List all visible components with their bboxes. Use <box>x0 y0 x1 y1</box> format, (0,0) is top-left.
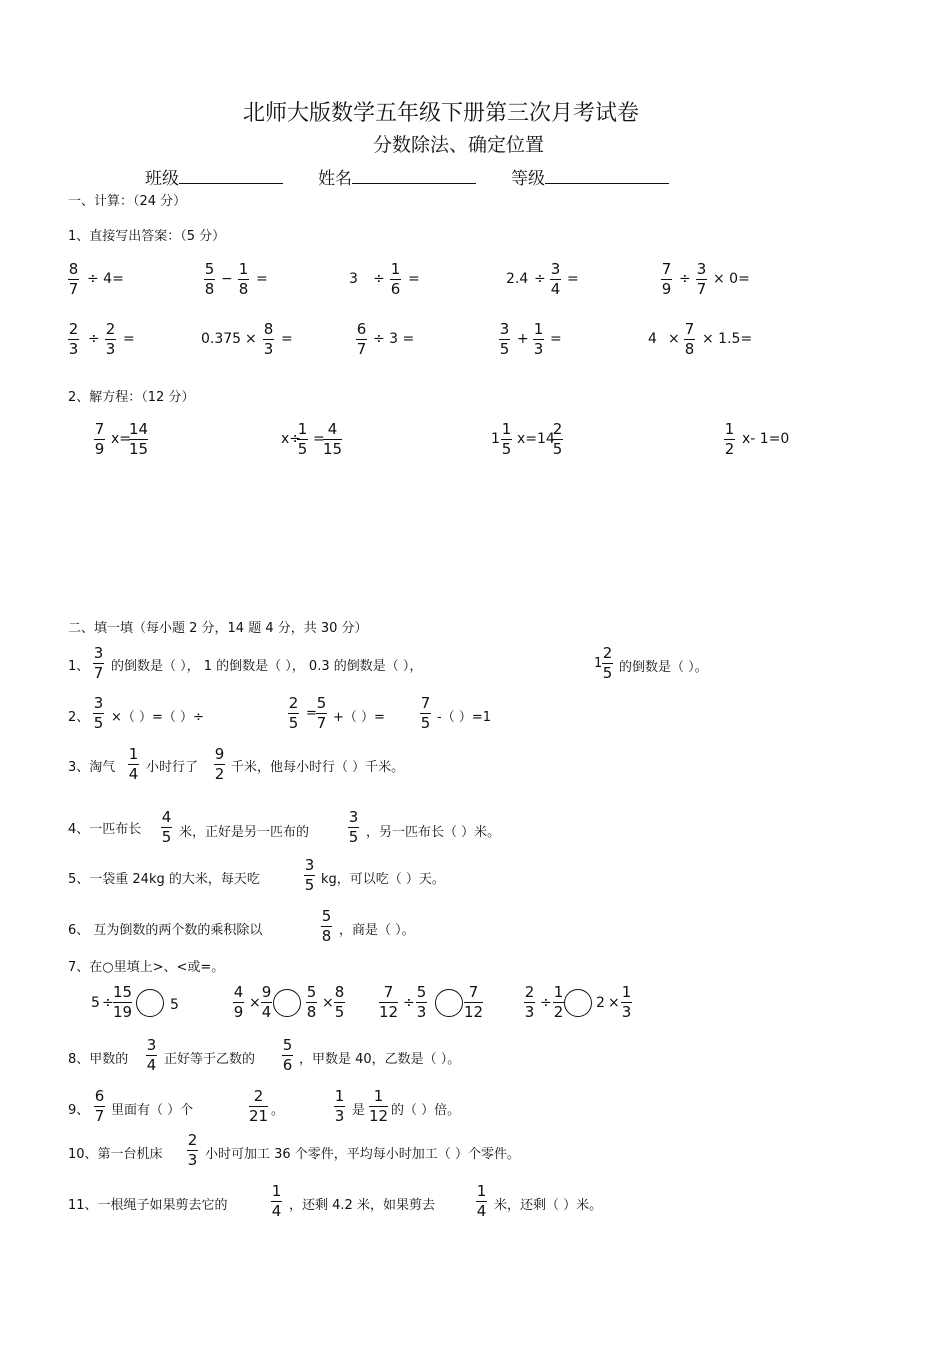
fraction: 1 6 <box>390 260 401 298</box>
question-text: ，还剩 4.2 米，如果剪去 <box>289 1198 435 1213</box>
grade-blank[interactable] <box>545 165 669 184</box>
fraction: 7 12 <box>464 983 484 1021</box>
operator-text: × 0= <box>713 271 750 287</box>
fraction: 9 4 <box>261 983 272 1021</box>
equation-text: x= <box>111 431 132 447</box>
fraction: 5 7 <box>316 694 327 732</box>
fraction: 8 5 <box>334 983 345 1021</box>
fraction: 5 8 <box>321 907 332 945</box>
equals-sign: = <box>281 331 293 347</box>
name-field[interactable] <box>318 164 476 189</box>
divide-sign: ÷ <box>88 331 100 347</box>
equation-text: x=14 <box>517 431 555 447</box>
divide-sign: ÷ <box>102 995 114 1011</box>
whole-number: 1 <box>491 431 500 447</box>
fraction: 7 5 <box>420 694 431 732</box>
question-text: ，另一匹布长（ ）米。 <box>366 825 501 840</box>
question-text: 里面有（ ）个 <box>111 1103 194 1118</box>
name-label: 姓名 <box>318 169 352 189</box>
fraction: 1 4 <box>476 1182 487 1220</box>
question-text: kg，可以吃（ ）天。 <box>321 872 445 887</box>
minus-sign: − <box>221 271 233 287</box>
fraction: 5 3 <box>416 983 427 1021</box>
fraction: 4 15 <box>323 420 343 458</box>
compare-circle[interactable] <box>564 989 592 1017</box>
equation-text: x- 1=0 <box>742 431 790 447</box>
number: 4 <box>648 331 657 347</box>
question-text: ×（ ）=（ ）÷ <box>111 710 204 725</box>
fraction: 7 12 <box>379 983 399 1021</box>
grade-label: 等级 <box>511 169 545 189</box>
question-text: 小时可加工 36 个零件，平均每小时加工（ ）个零件。 <box>205 1147 520 1162</box>
fraction: 1 3 <box>533 320 544 358</box>
fraction: 2 21 <box>249 1087 269 1125</box>
question-text: 的倒数是（ ）。 <box>619 660 708 675</box>
fraction: 1 8 <box>238 260 249 298</box>
whole-number: 1 <box>594 656 603 671</box>
times-sign: × <box>608 995 620 1011</box>
question-text: -（ ）=1 <box>437 710 491 725</box>
fraction: 4 5 <box>161 808 172 846</box>
question-2-heading: 2、解方程：（12 分） <box>68 390 195 405</box>
times-sign: × <box>249 995 261 1011</box>
fraction: 1 4 <box>271 1182 282 1220</box>
fraction: 2 3 <box>187 1131 198 1169</box>
number: 2 <box>596 995 605 1011</box>
number: 2.4 <box>506 271 529 287</box>
class-field[interactable] <box>145 164 283 189</box>
fraction: 3 4 <box>146 1036 157 1074</box>
question-text: 5、一袋重 24kg 的大米，每天吃 <box>68 872 260 887</box>
fraction: 3 7 <box>696 260 707 298</box>
divide-sign: ÷ <box>540 995 552 1011</box>
equation-text: x÷ <box>281 431 302 447</box>
fraction: 2 3 <box>524 983 535 1021</box>
divide-sign: ÷ <box>373 271 385 287</box>
question-text: 6、 互为倒数的两个数的乘积除以 <box>68 923 263 938</box>
question-text: 的（ ）倍。 <box>391 1103 461 1118</box>
operator-text: ÷ 4= <box>87 271 124 287</box>
question-text: 米，正好是另一匹布的 <box>179 825 310 840</box>
fraction: 1 3 <box>621 983 632 1021</box>
question-text: 米，还剩（ ）米。 <box>494 1198 603 1213</box>
fraction: 5 6 <box>282 1036 293 1074</box>
divide-sign: ÷ <box>534 271 546 287</box>
number: 3 <box>349 271 358 287</box>
fraction: 15 19 <box>113 983 133 1021</box>
equals-sign: = <box>567 271 579 287</box>
class-label: 班级 <box>145 169 179 189</box>
question-number: 1、 <box>68 659 90 674</box>
compare-circle[interactable] <box>273 989 301 1017</box>
equals-sign: = <box>408 271 420 287</box>
fraction: 2 3 <box>105 320 116 358</box>
times-sign: × <box>668 331 680 347</box>
question-text: +（ ）= <box>333 710 385 725</box>
fraction: 1 2 <box>553 983 564 1021</box>
question-text: 小时行了 <box>146 760 199 775</box>
question-text: 7、在○里填上>、<或=。 <box>68 960 225 975</box>
question-text: 千米，他每小时行（ ）千米。 <box>231 760 405 775</box>
equals-sign: = <box>550 331 562 347</box>
equals-sign: = <box>123 331 135 347</box>
section-2-heading: 二、填一填（每小题 2 分，14 题 4 分，共 30 分） <box>68 621 368 636</box>
number: 5 <box>170 997 179 1013</box>
fraction: 6 7 <box>356 320 367 358</box>
question-text: ，甲数是 40，乙数是（ ）。 <box>299 1052 461 1067</box>
fraction: 8 7 <box>68 260 79 298</box>
question-1-heading: 1、直接写出答案：（5 分） <box>68 229 226 244</box>
fraction: 2 3 <box>68 320 79 358</box>
question-number: 2、 <box>68 710 90 725</box>
equals-sign: = <box>306 706 317 721</box>
fraction: 9 2 <box>214 745 225 783</box>
question-text: 。 <box>271 1103 285 1118</box>
fraction: 4 9 <box>233 983 244 1021</box>
page-title: 北师大版数学五年级下册第三次月考试卷 <box>243 101 640 126</box>
question-text: 11、一根绳子如果剪去它的 <box>68 1198 228 1213</box>
fraction: 3 5 <box>348 808 359 846</box>
fraction: 2 5 <box>552 420 563 458</box>
fraction: 1 4 <box>128 745 139 783</box>
compare-circle[interactable] <box>136 989 164 1017</box>
operator-text: × 1.5= <box>702 331 753 347</box>
fraction: 6 7 <box>94 1087 105 1125</box>
fraction: 2 5 <box>602 644 613 682</box>
times-sign: × <box>322 995 334 1011</box>
fraction: 8 3 <box>263 320 274 358</box>
section-1-heading: 一、计算：（24 分） <box>68 194 187 209</box>
question-text: 是 <box>352 1103 366 1118</box>
fraction: 3 4 <box>550 260 561 298</box>
name-blank[interactable] <box>352 165 476 184</box>
fraction: 1 2 <box>724 420 735 458</box>
operator-text: ÷ 3 = <box>373 331 415 347</box>
fraction: 1 5 <box>501 420 512 458</box>
page-subtitle: 分数除法、确定位置 <box>373 134 545 156</box>
question-number: 9、 <box>68 1103 90 1118</box>
fraction: 3 7 <box>93 644 104 682</box>
divide-sign: ÷ <box>679 271 691 287</box>
fraction: 3 5 <box>304 856 315 894</box>
question-text: ，商是（ ）。 <box>339 923 415 938</box>
question-text: 10、第一台机床 <box>68 1147 163 1162</box>
number: 0.375 <box>201 331 242 347</box>
fraction: 7 9 <box>661 260 672 298</box>
equals-sign: = <box>313 431 325 447</box>
fraction: 14 15 <box>129 420 149 458</box>
plus-sign: + <box>517 331 529 347</box>
equals-sign: = <box>256 271 268 287</box>
fraction: 3 5 <box>93 694 104 732</box>
question-number: 8、甲数的 <box>68 1052 129 1067</box>
times-sign: × <box>245 331 257 347</box>
question-number: 3、淘气 <box>68 760 116 775</box>
fraction: 1 5 <box>297 420 308 458</box>
compare-circle[interactable] <box>435 989 463 1017</box>
fraction: 5 8 <box>204 260 215 298</box>
fraction: 1 3 <box>334 1087 345 1125</box>
fraction: 1 12 <box>369 1087 389 1125</box>
fraction: 5 8 <box>306 983 317 1021</box>
fraction: 2 5 <box>288 694 299 732</box>
number: 5 <box>91 995 100 1011</box>
question-text: 的倒数是（ ）， 1 的倒数是（ ）， 0.3 的倒数是（ ）， <box>111 659 423 674</box>
class-blank[interactable] <box>179 165 283 184</box>
fraction: 3 5 <box>499 320 510 358</box>
divide-sign: ÷ <box>403 995 415 1011</box>
question-text: 正好等于乙数的 <box>164 1052 256 1067</box>
grade-field[interactable] <box>511 164 669 189</box>
fraction: 7 9 <box>94 420 105 458</box>
question-number: 4、一匹布长 <box>68 822 142 837</box>
fraction: 7 8 <box>684 320 695 358</box>
